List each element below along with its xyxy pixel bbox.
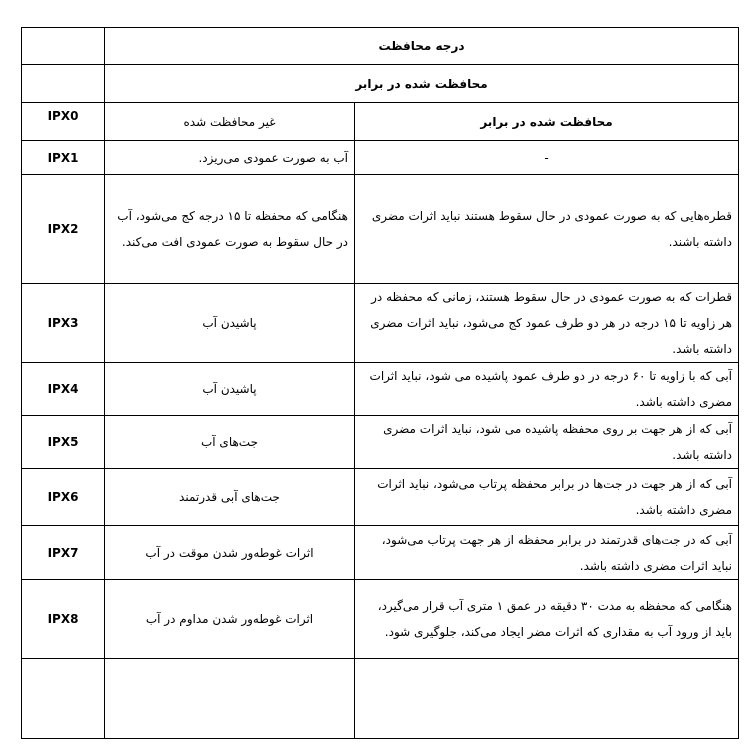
not-protected-cell: جت‌های آب: [105, 416, 355, 469]
protected-cell: قطرات که به صورت عمودی در حال سقوط هستند، زمانی که محفظه در هر زاویه تا ۱۵ درجه در هر دو طرف عمود کج می‌شود، نباید اثرات مضری داشته باشد.: [355, 284, 739, 363]
protected-cell: آبی که در جت‌های قدرتمند در برابر محفظه از هر جهت پرتاب می‌شود، نباید اثرات مضری داشته باشد.: [355, 526, 739, 580]
table-row: [22, 469, 739, 526]
not-protected-cell: اثرات غوطه‌ور شدن موقت در آب: [105, 526, 355, 580]
code-cell: IPX2: [22, 175, 105, 284]
protected-cell: قطره‌هایی که به صورت عمودی در حال سقوط هستند نباید اثرات مضری داشته باشند.: [355, 175, 739, 284]
table-subtitle: محافظت شده در برابر: [105, 65, 739, 103]
not-protected-cell: اثرات غوطه‌ور شدن مداوم در آب: [105, 580, 355, 659]
ip-rating-table: [21, 27, 739, 739]
protected-cell: هنگامی که محفظه به مدت ۳۰ دقیقه در عمق ۱ متری آب قرار می‌گیرد، باید از ورود آب به مقداری که اثرات مضر ایجاد می‌کند، جلوگیری شود.: [355, 580, 739, 659]
protected-cell: آبی که از هر جهت در جت‌ها در برابر محفظه پرتاب می‌شود، نباید اثرات مضری داشته باشد.: [355, 469, 739, 526]
not-protected-cell: جت‌های آبی قدرتمند: [105, 469, 355, 526]
table-row: [22, 284, 739, 363]
protected-cell: آبی که با زاویه تا ۶۰ درجه در دو طرف عمود پاشیده می شود، نباید اثرات مضری داشته باشد.: [355, 363, 739, 416]
table-row: [22, 416, 739, 469]
table-row: [22, 103, 739, 141]
empty-cell: [105, 659, 355, 739]
not-protected-header: غیر محافظت شده: [105, 103, 355, 141]
empty-row: [22, 659, 739, 739]
empty-cell: [355, 659, 739, 739]
code-cell: IPX7: [22, 526, 105, 580]
code-cell: IPX1: [22, 141, 105, 175]
protected-header: محافظت شده در برابر: [355, 103, 739, 141]
not-protected-cell: پاشیدن آب: [105, 284, 355, 363]
subtitle-row: [22, 65, 739, 103]
not-protected-cell: آب به صورت عمودی می‌ریزد.: [105, 141, 355, 175]
table-row: [22, 175, 739, 284]
not-protected-cell: پاشیدن آب: [105, 363, 355, 416]
code-cell: IPX8: [22, 580, 105, 659]
table-row: [22, 580, 739, 659]
empty-cell: [22, 659, 105, 739]
title-row: [22, 28, 739, 65]
code-cell: IPX4: [22, 363, 105, 416]
code-cell: IPX5: [22, 416, 105, 469]
table-row: [22, 363, 739, 416]
code-cell: IPX0: [22, 103, 105, 141]
table-row: [22, 526, 739, 580]
not-protected-cell: هنگامی که محفظه تا ۱۵ درجه کج می‌شود، آب در حال سقوط به صورت عمودی افت می‌کند.: [105, 175, 355, 284]
table-title: درجه محافظت: [105, 28, 739, 65]
corner-cell: [22, 28, 105, 65]
code-cell: IPX3: [22, 284, 105, 363]
table-row: [22, 141, 739, 175]
code-cell: IPX6: [22, 469, 105, 526]
corner-cell: [22, 65, 105, 103]
protected-cell: -: [355, 141, 739, 175]
protected-cell: آبی که از هر جهت بر روی محفظه پاشیده می شود، نباید اثرات مضری داشته باشد.: [355, 416, 739, 469]
